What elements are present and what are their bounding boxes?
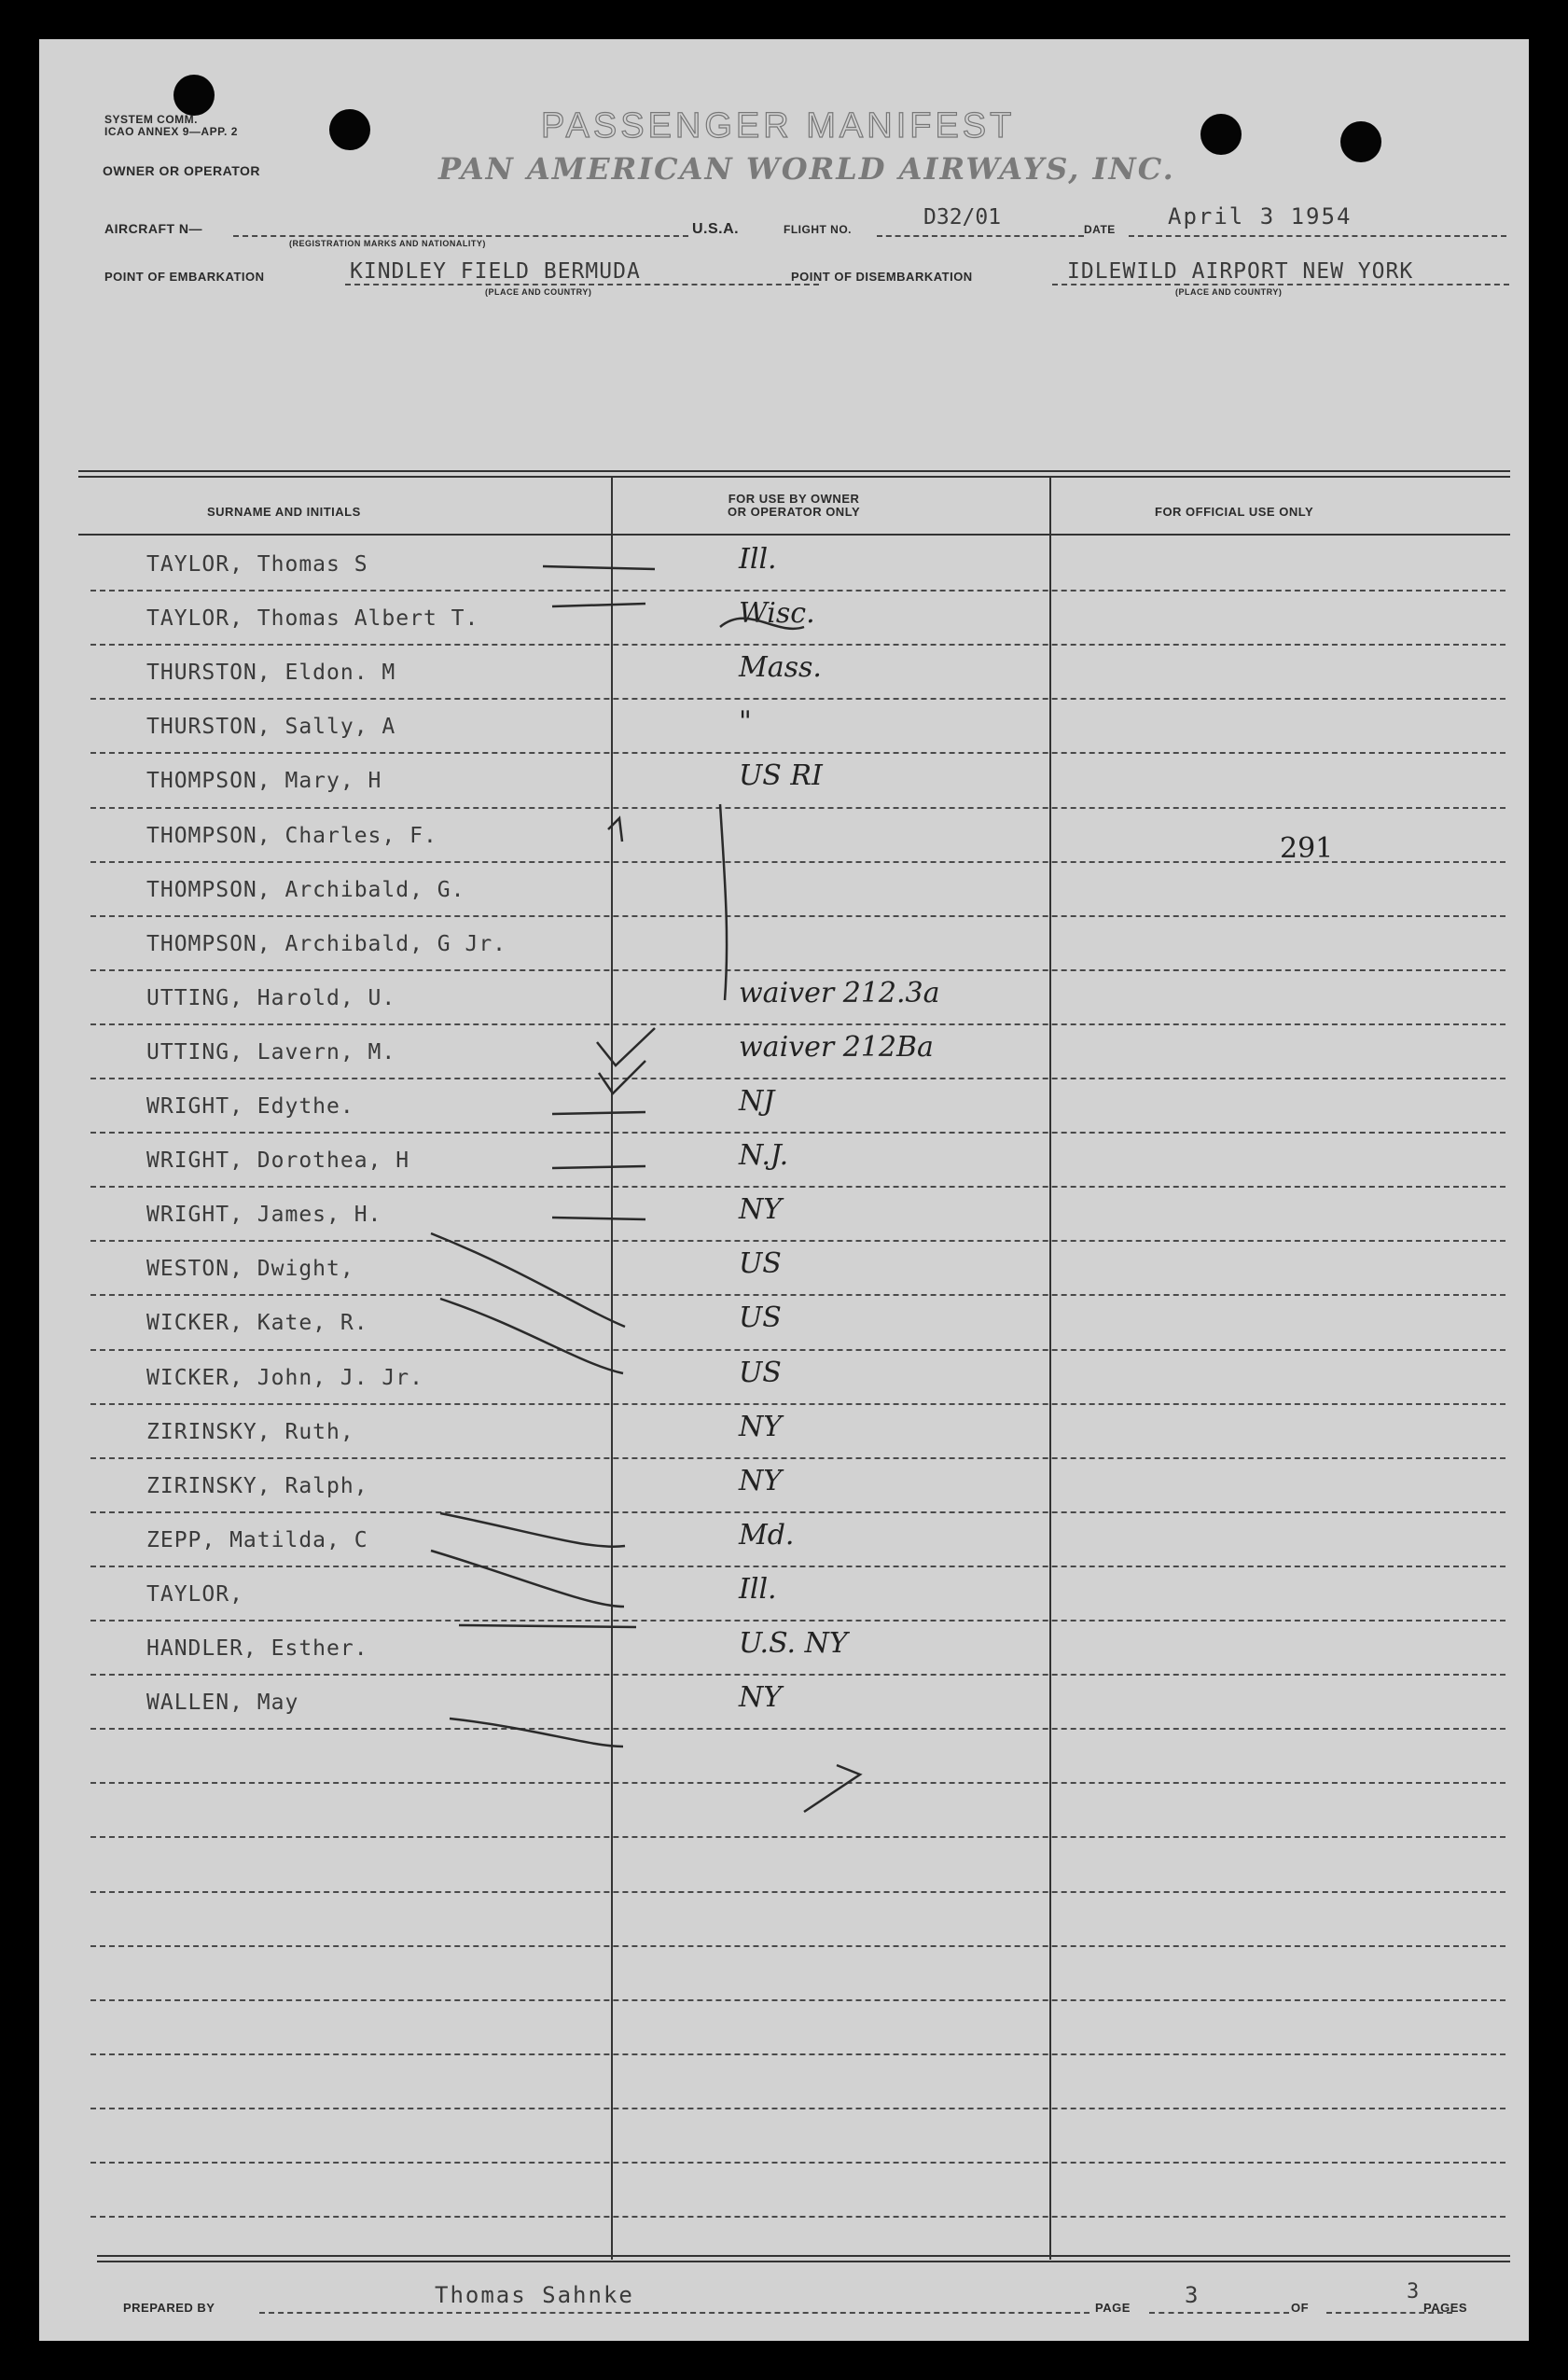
flight-number: D32/01: [923, 205, 1002, 230]
page-number: 3: [1185, 2282, 1199, 2308]
registration-caption: (REGISTRATION MARKS AND NATIONALITY): [289, 239, 486, 248]
check-stroke: [431, 1233, 625, 1327]
date-label: DATE: [1084, 223, 1116, 236]
check-stroke: [431, 1551, 624, 1607]
tick-mark: [552, 1166, 645, 1168]
tick-mark: [552, 1218, 645, 1219]
owner-annotation: waiver 212.3a: [739, 977, 940, 1009]
check-stroke: [440, 1513, 625, 1547]
owner-annotation: Ill.: [739, 543, 777, 576]
owner-annotation: Md.: [739, 1519, 795, 1552]
owner-operator-label: OWNER OR OPERATOR: [103, 163, 260, 178]
owner-annotation: Ill.: [739, 1573, 777, 1606]
check-mark-icon: [597, 1028, 655, 1065]
disembarkation-place: IDLEWILD AIRPORT NEW YORK: [1067, 259, 1414, 284]
tick-mark: [543, 566, 655, 569]
passenger-name: THOMPSON, Mary, H: [146, 769, 382, 793]
check-mark-icon: [599, 1061, 645, 1093]
aircraft-label: AIRCRAFT N—: [104, 221, 203, 236]
owner-annotation: US: [739, 1301, 782, 1334]
page-total: 3: [1407, 2280, 1420, 2303]
passenger-name: TAYLOR,: [146, 1582, 243, 1607]
owner-annotation: US RI: [739, 759, 823, 792]
prepared-by-label: PREPARED BY: [123, 2301, 215, 2315]
airline-name: PAN AMERICAN WORLD AIRWAYS, INC.: [438, 151, 1175, 187]
passenger-name: ZIRINSKY, Ralph,: [146, 1474, 368, 1498]
prepared-by-name: Thomas Sahnke: [435, 2282, 634, 2308]
pages-label: PAGES: [1423, 2301, 1468, 2315]
column-header-owner-line1: FOR USE BY OWNER: [728, 492, 860, 506]
scribble-mark: [720, 804, 727, 1000]
page-title: PASSENGER MANIFEST: [541, 106, 1016, 146]
passenger-name: THOMPSON, Archibald, G.: [146, 878, 465, 902]
owner-annotation: Mass.: [739, 651, 822, 684]
passenger-name: WALLEN, May: [146, 1691, 299, 1715]
usa-label: U.S.A.: [692, 221, 740, 237]
passenger-name: THOMPSON, Charles, F.: [146, 824, 437, 848]
system-note-line1: SYSTEM COMM.: [104, 113, 199, 126]
passenger-name: WICKER, Kate, R.: [146, 1311, 368, 1335]
owner-annotation: U.S. NY: [739, 1627, 848, 1660]
passenger-name: UTTING, Lavern, M.: [146, 1040, 396, 1065]
passenger-name: WICKER, John, J. Jr.: [146, 1366, 423, 1390]
owner-annotation: US: [739, 1357, 782, 1389]
tick-mark: [552, 604, 645, 606]
flight-date: April 3 1954: [1168, 203, 1353, 230]
passenger-name: WRIGHT, Edythe.: [146, 1094, 354, 1119]
check-stroke: [440, 1299, 623, 1373]
owner-annotation: NY: [739, 1411, 783, 1443]
scribble-mark: [804, 1765, 860, 1812]
embarkation-place: KINDLEY FIELD BERMUDA: [350, 259, 641, 284]
owner-annotation: NY: [739, 1681, 783, 1714]
check-marks: [39, 39, 1529, 2341]
of-label: OF: [1291, 2301, 1310, 2315]
owner-annotation: ": [739, 705, 752, 738]
scribble-mark: [720, 619, 804, 629]
passenger-name: ZIRINSKY, Ruth,: [146, 1420, 354, 1444]
passenger-name: TAYLOR, Thomas Albert T.: [146, 606, 479, 631]
owner-annotation: US: [739, 1247, 782, 1280]
embarkation-caption: (PLACE AND COUNTRY): [485, 287, 592, 297]
tick-mark: [459, 1625, 636, 1627]
column-header-official: FOR OFFICIAL USE ONLY: [1155, 505, 1314, 519]
owner-annotation: NY: [739, 1465, 783, 1497]
disembarkation-caption: (PLACE AND COUNTRY): [1175, 287, 1283, 297]
passenger-name: THURSTON, Eldon. M: [146, 661, 396, 685]
passenger-name: HANDLER, Esther.: [146, 1636, 368, 1661]
passenger-name: THOMPSON, Archibald, G Jr.: [146, 932, 507, 956]
official-note: 291: [1280, 832, 1334, 865]
check-stroke: [450, 1719, 623, 1747]
owner-annotation: NJ: [739, 1085, 775, 1118]
passenger-name: UTTING, Harold, U.: [146, 986, 396, 1010]
column-header-owner-line2: OR OPERATOR ONLY: [728, 505, 861, 519]
disembarkation-label: POINT OF DISEMBARKATION: [791, 270, 973, 284]
owner-annotation: N.J.: [739, 1139, 789, 1172]
page-label: PAGE: [1095, 2301, 1131, 2315]
manifest-sheet: [39, 39, 1529, 2341]
passenger-name: ZEPP, Matilda, C: [146, 1528, 368, 1552]
passenger-name: WESTON, Dwight,: [146, 1257, 354, 1281]
column-header-surname: SURNAME AND INITIALS: [207, 505, 361, 519]
passenger-name: WRIGHT, James, H.: [146, 1203, 382, 1227]
passenger-name: THURSTON, Sally, A: [146, 715, 396, 739]
passenger-name: WRIGHT, Dorothea, H: [146, 1148, 410, 1173]
owner-annotation: waiver 212Ba: [739, 1031, 934, 1064]
passenger-name: TAYLOR, Thomas S: [146, 552, 368, 577]
embarkation-label: POINT OF EMBARKATION: [104, 270, 265, 284]
tick-mark: [552, 1112, 645, 1114]
check-mark-icon: [608, 818, 622, 842]
owner-annotation: NY: [739, 1193, 783, 1226]
owner-annotation: Wisc.: [739, 597, 815, 630]
system-note-line2: ICAO ANNEX 9—APP. 2: [104, 125, 238, 138]
flight-no-label: FLIGHT NO.: [784, 223, 852, 236]
